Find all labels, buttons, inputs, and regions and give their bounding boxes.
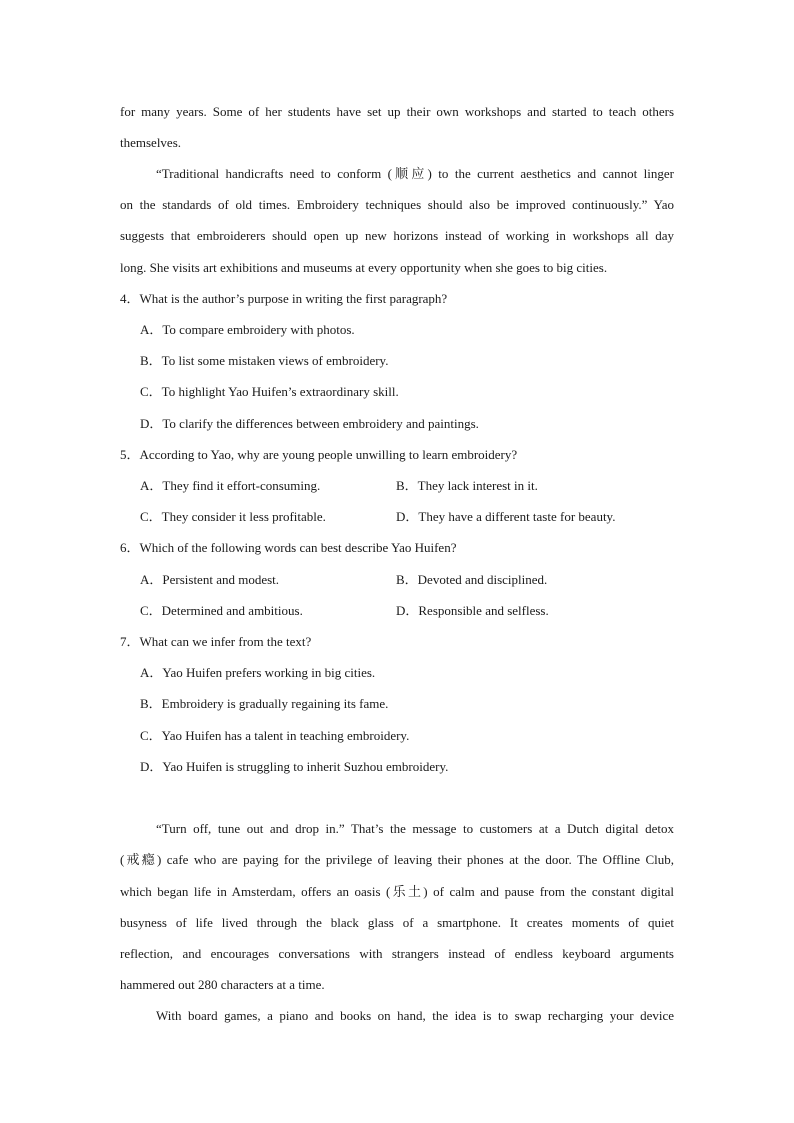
passage2-line: (戒瘾) cafe who are paying for the privilege of leaving their phones at the door. The Offline Club, [120, 852, 674, 867]
passage2-line: which began life in Amsterdam, offers an oasis (乐土) of calm and pause from the constant digital [120, 884, 674, 899]
passage2-line: “Turn off, tune out and drop in.” That’s the message to customers at a Dutch digital detox [156, 821, 674, 836]
passage1-line: long. She visits art exhibitions and museums at every opportunity when she goes to big cities. [120, 260, 608, 275]
answer-option: B．To list some mistaken views of embroidery. [140, 353, 389, 368]
passage1-line: themselves. [120, 135, 182, 150]
passage2-line: busyness of life lived through the black glass of a smartphone. It creates moments of quiet [120, 915, 674, 930]
passage2-line: hammered out 280 characters at a time. [120, 977, 325, 992]
passage1-line: on the standards of old times. Embroidery techniques should also be improved continuously.” Yao [120, 197, 674, 212]
answer-option: D．Responsible and selfless. [396, 603, 549, 618]
question-stem: 6．Which of the following words can best describe Yao Huifen? [120, 540, 457, 555]
answer-option: B．They lack interest in it. [396, 478, 538, 493]
answer-option: D．To clarify the differences between embroidery and paintings. [140, 416, 479, 431]
answer-option: D．They have a different taste for beauty. [396, 509, 616, 524]
question-stem: 7．What can we infer from the text? [120, 634, 312, 649]
passage2-line: reflection, and encourages conversations with strangers instead of endless keyboard arguments [120, 946, 674, 961]
passage1-line: suggests that embroiderers should open up new horizons instead of working in workshops all day [120, 228, 674, 243]
answer-option: C．They consider it less profitable. [140, 509, 326, 524]
passage2-line: With board games, a piano and books on hand, the idea is to swap recharging your device [156, 1008, 674, 1023]
answer-option: A．Yao Huifen prefers working in big cities. [140, 665, 376, 680]
answer-option: C．Yao Huifen has a talent in teaching embroidery. [140, 728, 410, 743]
answer-option: D．Yao Huifen is struggling to inherit Suzhou embroidery. [140, 759, 449, 774]
answer-option: C．To highlight Yao Huifen’s extraordinary skill. [140, 384, 399, 399]
passage1-line: “Traditional handicrafts need to conform (顺应) to the current aesthetics and cannot linger [156, 166, 674, 181]
passage1-line: for many years. Some of her students have set up their own workshops and started to teach others [120, 104, 674, 119]
answer-option: B．Devoted and disciplined. [396, 572, 548, 587]
answer-option: A．They find it effort-consuming. [140, 478, 321, 493]
question-stem: 4．What is the author’s purpose in writing the first paragraph? [120, 291, 448, 306]
answer-option: A．Persistent and modest. [140, 572, 280, 587]
answer-option: A．To compare embroidery with photos. [140, 322, 355, 337]
question-stem: 5．According to Yao, why are young people unwilling to learn embroidery? [120, 447, 518, 462]
answer-option: C．Determined and ambitious. [140, 603, 303, 618]
answer-option: B．Embroidery is gradually regaining its fame. [140, 696, 389, 711]
